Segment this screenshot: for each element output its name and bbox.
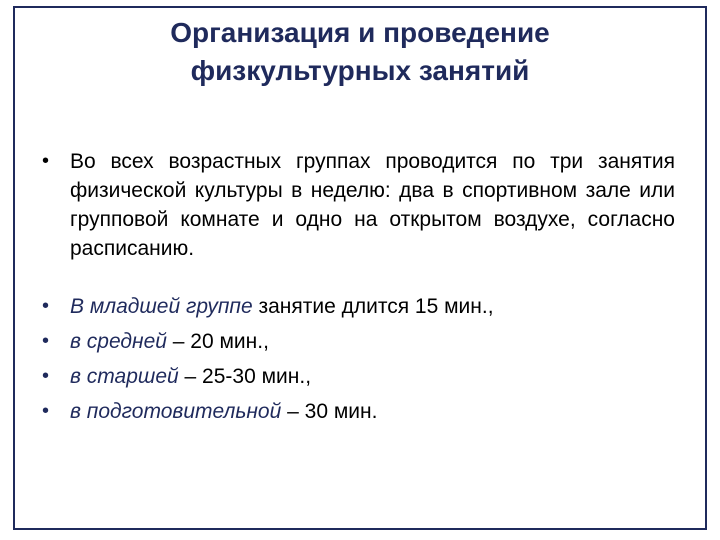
group-name: в старшей bbox=[70, 365, 179, 388]
bullet-icon: • bbox=[42, 365, 50, 387]
bullet-icon: • bbox=[42, 295, 50, 317]
list-item-duration bbox=[40, 359, 675, 394]
bullet-icon: • bbox=[42, 400, 50, 422]
title-line-2: физкультурных занятий bbox=[190, 55, 530, 86]
duration-text: – 20 мин., bbox=[166, 330, 269, 353]
duration-text: – 25-30 мин., bbox=[178, 365, 312, 388]
title-line-1: Организация и проведение bbox=[170, 17, 550, 48]
group-name: в средней bbox=[70, 330, 167, 353]
list-item-duration bbox=[40, 394, 675, 429]
group-name: В младшей группе bbox=[70, 295, 253, 318]
slide-title bbox=[13, 14, 707, 90]
content-list bbox=[40, 147, 675, 429]
duration-text: занятие длится 15 мин., bbox=[252, 295, 494, 318]
list-item-schedule bbox=[40, 147, 675, 263]
group-name: в подготовительной bbox=[70, 400, 282, 423]
duration-text: – 30 мин. bbox=[281, 400, 378, 423]
list-item-duration bbox=[40, 324, 675, 359]
list-item-duration bbox=[40, 289, 675, 324]
bullet-icon: • bbox=[42, 330, 50, 352]
schedule-text: Во всех возрастных группах проводится по три занятия физической культуры в неделю: два в спортивном зале или групповой комнате и одно на открытом воздухе, согласно расписанию. bbox=[70, 150, 675, 260]
bullet-icon: • bbox=[42, 150, 50, 172]
list-spacer bbox=[40, 263, 675, 289]
